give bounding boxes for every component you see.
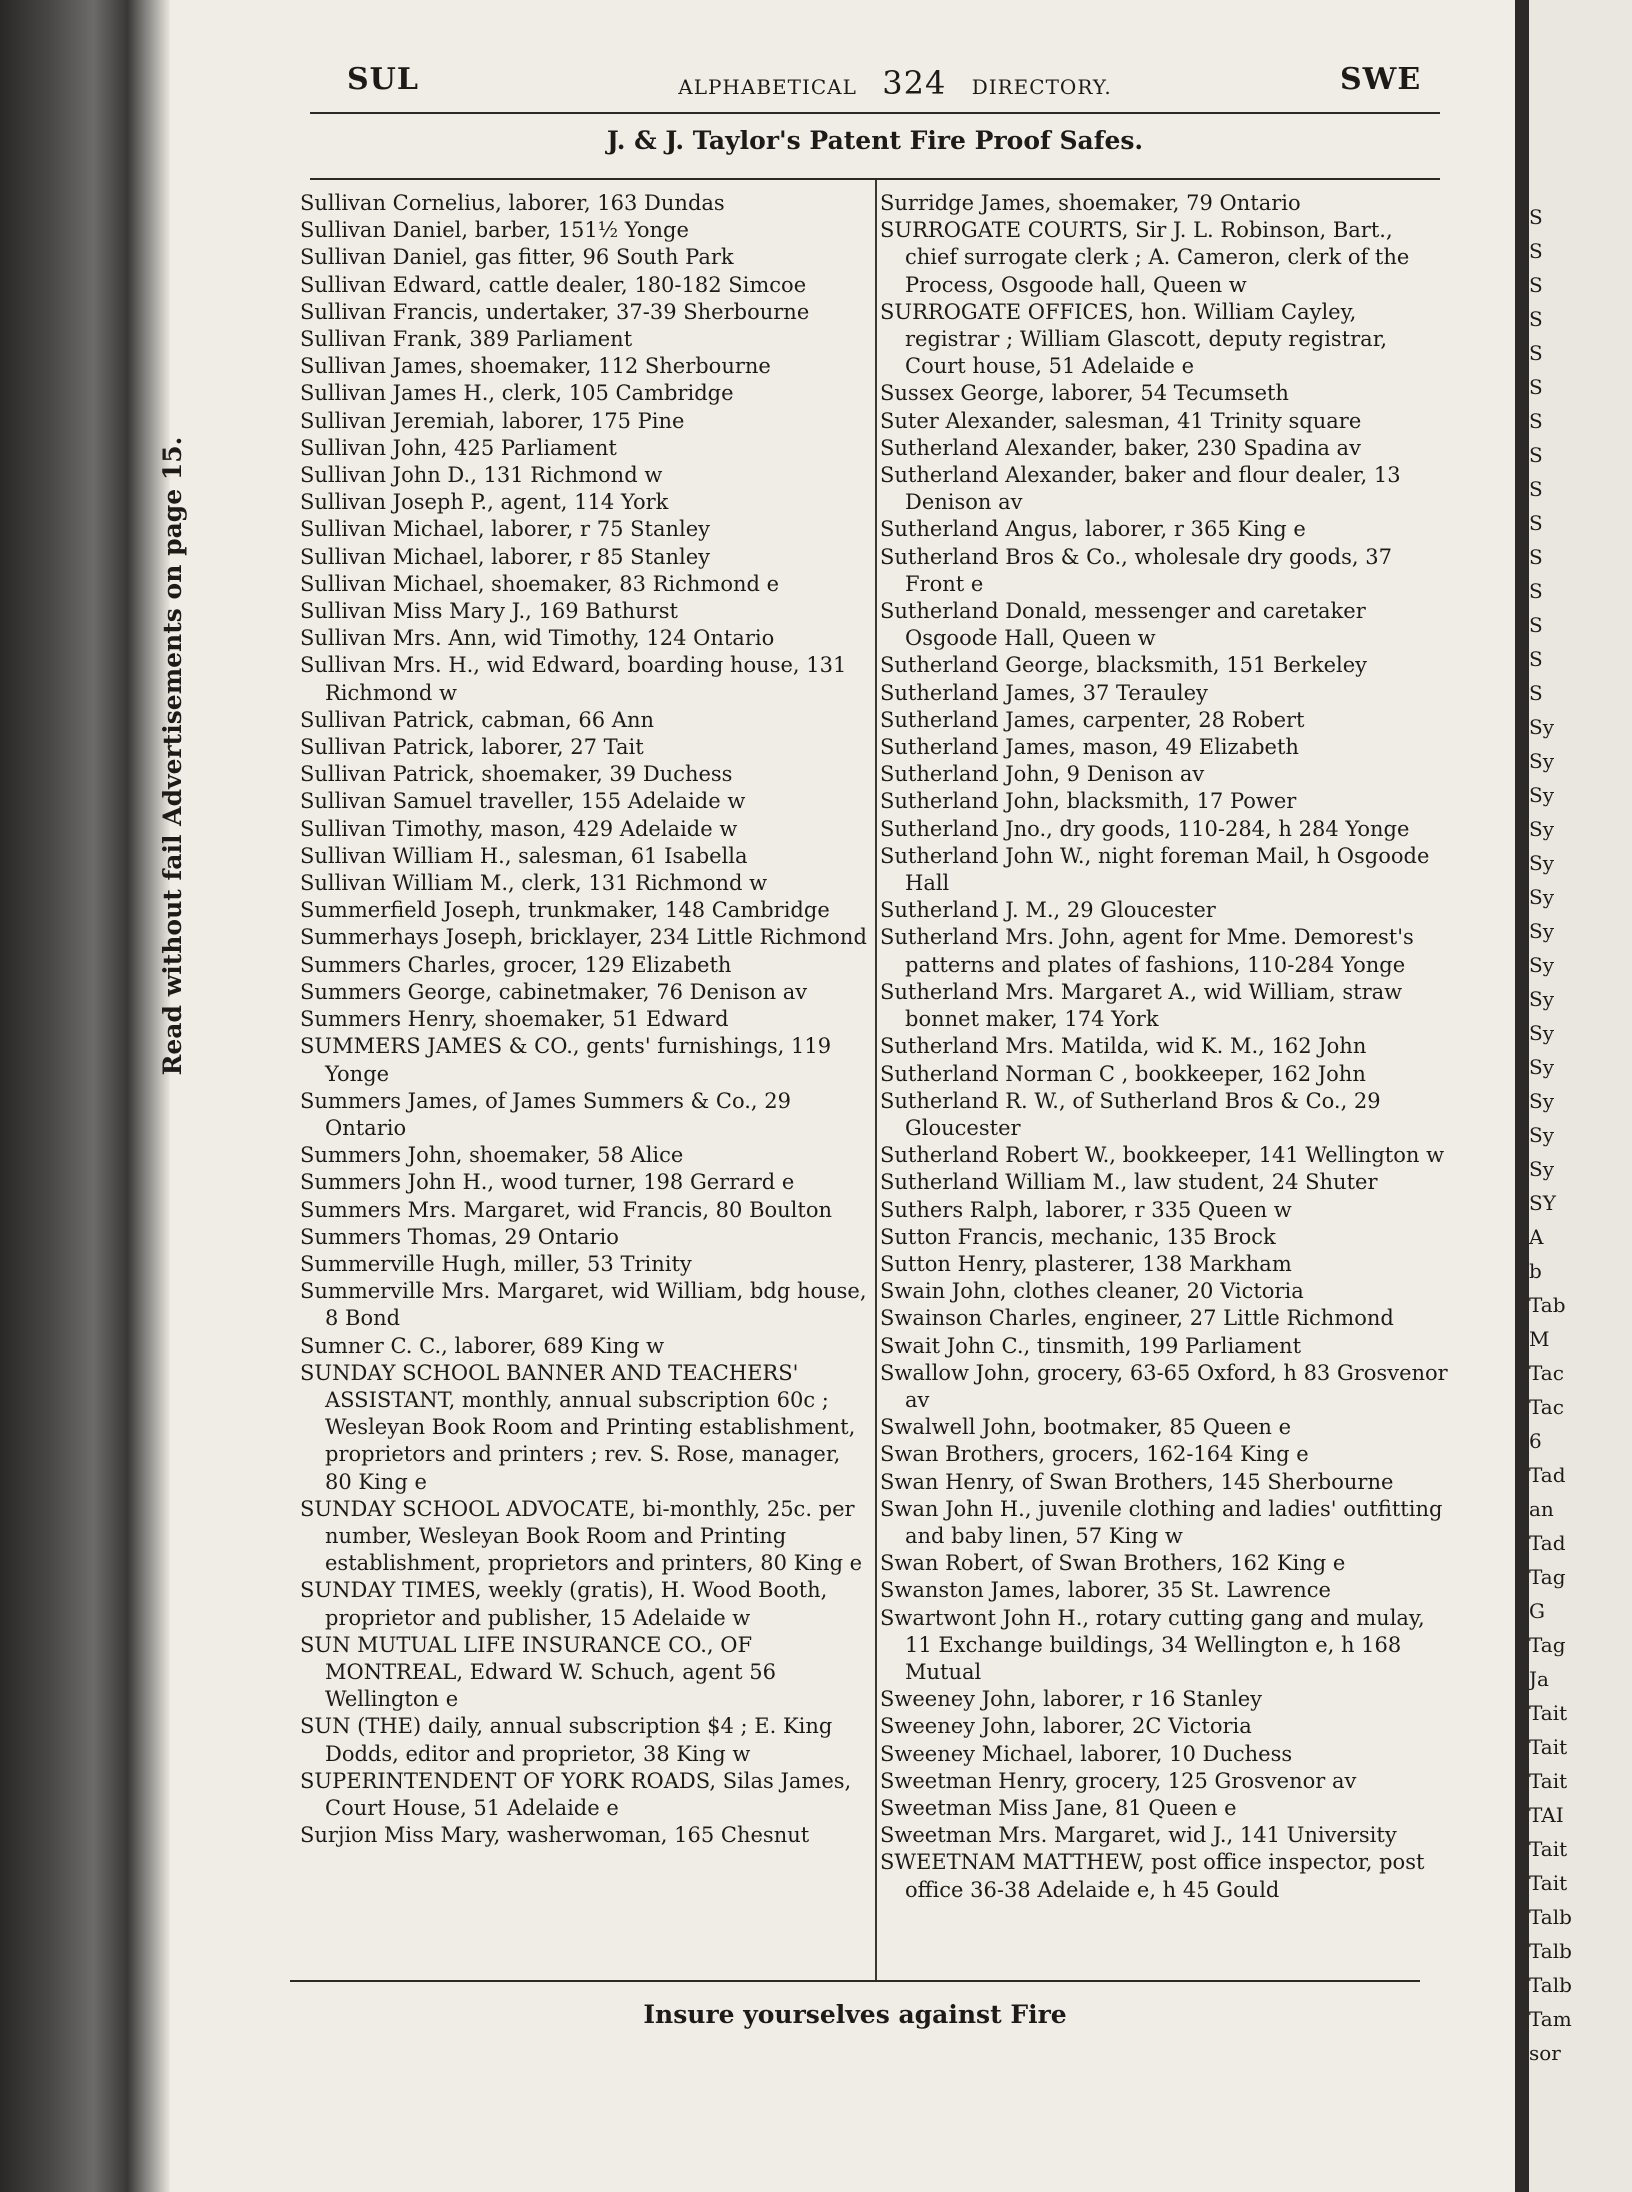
next-page-fragment: Ja <box>1529 1667 1549 1691</box>
directory-entry: Sullivan William M., clerk, 131 Richmond w <box>300 871 768 896</box>
directory-entry: Swan Henry, of Swan Brothers, 145 Sherbourne <box>880 1469 1394 1494</box>
directory-entry: Sullivan Patrick, cabman, 66 Ann <box>300 707 655 732</box>
directory-entry: Sweeney Michael, laborer, 10 Duchess <box>880 1741 1293 1766</box>
next-page-fragment: Sy <box>1529 1089 1554 1113</box>
directory-entry: Surridge James, shoemaker, 79 Ontario <box>880 191 1301 215</box>
directory-entry: Summers Thomas, 29 Ontario <box>300 1224 619 1249</box>
next-page-fragment: Talb <box>1529 1939 1572 1963</box>
directory-entry: Sweetman Henry, grocery, 125 Grosvenor av <box>880 1768 1357 1793</box>
directory-entry: Sullivan Frank, 389 Parliament <box>300 327 633 352</box>
next-page-fragment: S <box>1529 545 1543 569</box>
directory-entry: Sullivan Francis, undertaker, 37-39 Sherbourne <box>300 299 810 324</box>
directory-entry: SUNDAY SCHOOL ADVOCATE, bi-monthly, 25c. per number, Wesleyan Book Room and Printing establishment, proprietors and printers, 80 King e <box>300 1496 863 1576</box>
directory-entry: Sutherland Jno., dry goods, 110-284, h 284 Yonge <box>880 816 1410 841</box>
directory-entry: Swartwont John H., rotary cutting gang and mulay, 11 Exchange buildings, 34 Wellington e, h 168 Mutual <box>880 1605 1425 1684</box>
directory-entry: Sullivan Daniel, gas fitter, 96 South Park <box>300 245 734 270</box>
next-page-fragment: Tab <box>1529 1293 1566 1317</box>
directory-entry: Sullivan Mrs. Ann, wid Timothy, 124 Ontario <box>300 626 775 651</box>
directory-entry: Summers Henry, shoemaker, 51 Edward <box>300 1007 729 1032</box>
directory-entry: Sullivan James, shoemaker, 112 Sherbourne <box>300 354 771 379</box>
directory-entry: Sullivan Edward, cattle dealer, 180-182 Simcoe <box>300 272 807 297</box>
next-page-fragment: Sy <box>1529 1021 1554 1045</box>
directory-entry: Swain John, clothes cleaner, 20 Victoria <box>880 1279 1304 1304</box>
next-page-fragment: an <box>1529 1497 1554 1521</box>
next-page-fragment: Tag <box>1529 1565 1566 1589</box>
directory-entry: Sutton Francis, mechanic, 135 Brock <box>880 1224 1276 1249</box>
directory-entry: Sussex George, laborer, 54 Tecumseth <box>880 381 1289 406</box>
next-page-fragment: Tam <box>1529 2007 1572 2031</box>
directory-entry: Sullivan Jeremiah, laborer, 175 Pine <box>300 408 685 433</box>
directory-entry: Summers Mrs. Margaret, wid Francis, 80 Boulton <box>300 1197 832 1222</box>
directory-entry: Sullivan James H., clerk, 105 Cambridge <box>300 381 734 406</box>
directory-entry: Swanston James, laborer, 35 St. Lawrence <box>880 1578 1331 1603</box>
next-page-fragment: Tac <box>1529 1361 1564 1385</box>
directory-entry: Summers Charles, grocer, 129 Elizabeth <box>300 952 732 977</box>
header-right-key: SWE <box>1340 62 1422 97</box>
directory-entry: Sutherland James, 37 Terauley <box>880 680 1208 705</box>
next-page-fragment: S <box>1529 307 1543 331</box>
next-page-fragment: S <box>1529 511 1543 535</box>
next-page-fragment: Tait <box>1529 1837 1568 1861</box>
top-advertisement-banner: J. & J. Taylor's Patent Fire Proof Safes. <box>606 126 1144 155</box>
directory-entry: Sutherland J. M., 29 Gloucester <box>880 898 1216 923</box>
directory-entry: Sullivan Patrick, shoemaker, 39 Duchess <box>300 762 733 787</box>
next-page-fragment: G <box>1529 1599 1545 1623</box>
next-page-fragment: TAI <box>1529 1803 1564 1827</box>
next-page-fragment: S <box>1529 579 1543 603</box>
header-word-left: ALPHABETICAL <box>678 75 857 99</box>
directory-entry: SUN (THE) daily, annual subscription $4 ; E. King Dodds, editor and proprietor, 38 King w <box>300 1714 833 1766</box>
directory-entry: Sutherland R. W., of Sutherland Bros & Co., 29 Gloucester <box>880 1088 1381 1140</box>
directory-entry: Surjion Miss Mary, washerwoman, 165 Chesnut <box>300 1823 810 1848</box>
next-page-fragment: Tag <box>1529 1633 1566 1657</box>
directory-entry: Summers James, of James Summers & Co., 29 Ontario <box>300 1088 791 1140</box>
directory-entry: Summerhays Joseph, bricklayer, 234 Little Richmond <box>300 925 867 950</box>
next-page-fragment: Sy <box>1529 919 1554 943</box>
next-page-fragment: Sy <box>1529 1157 1554 1181</box>
left-column <box>300 190 870 1849</box>
directory-entry: Sutherland James, carpenter, 28 Robert <box>880 707 1305 732</box>
directory-entry: Sutherland John, 9 Denison av <box>880 762 1205 787</box>
next-page-fragment: sor <box>1529 2041 1561 2065</box>
page-gutter <box>1515 0 1529 2192</box>
directory-entry: Suthers Ralph, laborer, r 335 Queen w <box>880 1197 1292 1222</box>
directory-entry: SUNDAY TIMES, weekly (gratis), H. Wood Booth, proprietor and publisher, 15 Adelaide w <box>300 1578 828 1630</box>
next-page-fragment: Tac <box>1529 1395 1564 1419</box>
directory-entry: Suter Alexander, salesman, 41 Trinity square <box>880 408 1362 433</box>
directory-entry: Sutherland John W., night foreman Mail, h Osgoode Hall <box>880 843 1430 896</box>
next-page-fragment: S <box>1529 239 1543 263</box>
directory-entry: Sutton Henry, plasterer, 138 Markham <box>880 1251 1292 1276</box>
next-page-fragment: S <box>1529 477 1543 501</box>
directory-entry: Sutherland James, mason, 49 Elizabeth <box>880 735 1299 760</box>
directory-entry: Sutherland Alexander, baker, 230 Spadina av <box>880 435 1361 460</box>
directory-entry: Sutherland Norman C , bookkeeper, 162 John <box>880 1061 1366 1086</box>
directory-entry: Sweeney John, laborer, 2C Victoria <box>880 1714 1252 1739</box>
directory-entry: Sullivan Miss Mary J., 169 Bathurst <box>300 599 678 624</box>
directory-entry: Sutherland Bros & Co., wholesale dry goods, 37 Front e <box>880 544 1392 596</box>
next-page-fragment: Sy <box>1529 851 1554 875</box>
directory-entry: SUPERINTENDENT OF YORK ROADS, Silas James, Court House, 51 Adelaide e <box>300 1768 852 1820</box>
next-page-fragment: SY <box>1529 1191 1556 1215</box>
next-page-fragment: Tad <box>1529 1463 1566 1487</box>
next-page-fragment: Sy <box>1529 817 1554 841</box>
next-page-fragment: S <box>1529 341 1543 365</box>
next-page-fragment: Sy <box>1529 749 1554 773</box>
directory-entry: Swalwell John, bootmaker, 85 Queen e <box>880 1415 1292 1440</box>
next-page-fragment: 6 <box>1529 1429 1542 1453</box>
directory-entry: SWEETNAM MATTHEW, post office inspector, post office 36-38 Adelaide e, h 45 Gould <box>880 1850 1425 1902</box>
next-page-fragment: Sy <box>1529 783 1554 807</box>
directory-entry: Sutherland Mrs. Margaret A., wid William, straw bonnet maker, 174 York <box>880 979 1403 1032</box>
next-page-fragment: Tait <box>1529 1871 1568 1895</box>
next-page-fragment: S <box>1529 647 1543 671</box>
next-page-fragment: M <box>1529 1327 1550 1351</box>
next-page-fragment: Sy <box>1529 1055 1554 1079</box>
next-page-fragment: Talb <box>1529 1973 1572 1997</box>
directory-entry: Sutherland Angus, laborer, r 365 King e <box>880 517 1306 542</box>
header-left-key: SUL <box>347 62 419 97</box>
next-page-fragment: Sy <box>1529 885 1554 909</box>
directory-entry: Swallow John, grocery, 63-65 Oxford, h 83 Grosvenor av <box>880 1360 1448 1412</box>
directory-entry: Sullivan Michael, laborer, r 75 Stanley <box>300 517 711 542</box>
directory-entry: Summerfield Joseph, trunkmaker, 148 Cambridge <box>300 898 830 923</box>
next-page-fragment: Tad <box>1529 1531 1566 1555</box>
directory-entry: Sullivan Samuel traveller, 155 Adelaide w <box>300 789 746 814</box>
directory-entry: Swait John C., tinsmith, 199 Parliament <box>880 1333 1302 1358</box>
column-divider <box>875 180 877 1980</box>
directory-entry: SURROGATE COURTS, Sir J. L. Robinson, Bart., chief surrogate clerk ; A. Cameron, clerk of the Process, Osgoode hall, Queen w <box>880 218 1410 297</box>
directory-entry: Sullivan Michael, laborer, r 85 Stanley <box>300 544 711 569</box>
directory-entry: Sullivan Joseph P., agent, 114 York <box>300 490 669 515</box>
directory-entry: Sutherland John, blacksmith, 17 Power <box>880 789 1297 814</box>
directory-entry: Sweetman Mrs. Margaret, wid J., 141 University <box>880 1823 1397 1848</box>
right-column <box>880 190 1450 1904</box>
directory-entry: Sutherland Robert W., bookkeeper, 141 Wellington w <box>880 1143 1445 1168</box>
directory-entry: Sullivan Timothy, mason, 429 Adelaide w <box>300 816 738 841</box>
next-page-fragment: Tait <box>1529 1769 1568 1793</box>
next-page-fragment: S <box>1529 205 1543 229</box>
directory-entry: Sutherland George, blacksmith, 151 Berkeley <box>880 653 1368 678</box>
next-page-fragment: Tait <box>1529 1701 1568 1725</box>
directory-entry: Summerville Mrs. Margaret, wid William, bdg house, 8 Bond <box>300 1279 867 1331</box>
directory-entry: Sutherland William M., law student, 24 Shuter <box>880 1170 1378 1195</box>
directory-entry: Sutherland Alexander, baker and flour dealer, 13 Denison av <box>880 463 1401 515</box>
directory-entry: Sumner C. C., laborer, 689 King w <box>300 1333 665 1358</box>
directory-entry: Swan John H., juvenile clothing and ladies' outfitting and baby linen, 57 King w <box>880 1496 1443 1548</box>
next-page-fragment: A <box>1529 1225 1544 1249</box>
directory-entry: Sutherland Donald, messenger and caretaker Osgoode Hall, Queen w <box>880 599 1366 651</box>
directory-entry: Sutherland Mrs. Matilda, wid K. M., 162 John <box>880 1034 1367 1059</box>
side-advertisement-note: Read without fail Advertisements on page 15. <box>158 436 187 1076</box>
directory-entry: Sweeney John, laborer, r 16 Stanley <box>880 1687 1263 1712</box>
directory-entry: Sullivan Mrs. H., wid Edward, boarding house, 131 Richmond w <box>300 653 847 705</box>
directory-entry: Sullivan John, 425 Parliament <box>300 435 617 460</box>
bottom-advertisement-banner: Insure yourselves against Fire <box>643 2000 1067 2029</box>
next-page-fragment: Sy <box>1529 953 1554 977</box>
directory-entry: Sweetman Miss Jane, 81 Queen e <box>880 1795 1237 1820</box>
next-page-fragment: S <box>1529 681 1543 705</box>
next-page-fragment: b <box>1529 1259 1542 1283</box>
top-rule <box>310 112 1440 114</box>
bottom-rule <box>290 1980 1420 1982</box>
directory-entry: Swainson Charles, engineer, 27 Little Richmond <box>880 1306 1394 1331</box>
directory-entry: Sullivan Daniel, barber, 151½ Yonge <box>300 218 689 243</box>
next-page-edge <box>1529 0 1632 2192</box>
next-page-fragment: S <box>1529 443 1543 467</box>
next-page-fragment: S <box>1529 409 1543 433</box>
directory-entry: Swan Brothers, grocers, 162-164 King e <box>880 1442 1309 1467</box>
directory-entry: Sutherland Mrs. John, agent for Mme. Demorest's patterns and plates of fashions, 110-284 Yonge <box>880 925 1414 977</box>
next-page-fragment: S <box>1529 375 1543 399</box>
book-spine <box>0 0 170 2192</box>
next-page-fragment: Sy <box>1529 715 1554 739</box>
next-page-fragment: Tait <box>1529 1735 1568 1759</box>
directory-entry: SUN MUTUAL LIFE INSURANCE CO., OF MONTREAL, Edward W. Schuch, agent 56 Wellington e <box>300 1632 776 1712</box>
directory-entry: SUMMERS JAMES & CO., gents' furnishings, 119 Yonge <box>300 1034 832 1086</box>
directory-entry: SURROGATE OFFICES, hon. William Cayley, registrar ; William Glascott, deputy registrar, Court house, 51 Adelaide e <box>880 299 1388 379</box>
header-word-right: DIRECTORY. <box>971 75 1112 99</box>
next-page-fragment: Sy <box>1529 1123 1554 1147</box>
directory-entry: SUNDAY SCHOOL BANNER AND TEACHERS' ASSISTANT, monthly, annual subscription 60c ; Wesleyan Book Room and Printing establishment, proprietors and printers ; rev. S. Rose, manager, 80 King e <box>300 1360 856 1494</box>
directory-entry: Sullivan Michael, shoemaker, 83 Richmond e <box>300 571 780 596</box>
directory-entry: Sullivan John D., 131 Richmond w <box>300 463 663 488</box>
directory-entry: Sullivan Patrick, laborer, 27 Tait <box>300 735 644 760</box>
directory-entry: Summers George, cabinetmaker, 76 Denison av <box>300 979 808 1004</box>
page-number: 324 <box>882 64 947 102</box>
directory-entry: Sullivan William H., salesman, 61 Isabella <box>300 843 748 868</box>
next-page-fragment: S <box>1529 273 1543 297</box>
next-page-fragment: S <box>1529 613 1543 637</box>
next-page-fragment: Talb <box>1529 1905 1572 1929</box>
header-center <box>620 64 1170 102</box>
directory-entry: Summerville Hugh, miller, 53 Trinity <box>300 1251 692 1276</box>
directory-entry: Summers John H., wood turner, 198 Gerrard e <box>300 1170 795 1195</box>
directory-entry: Summers John, shoemaker, 58 Alice <box>300 1143 684 1168</box>
directory-entry: Swan Robert, of Swan Brothers, 162 King e <box>880 1551 1346 1576</box>
directory-entry: Sullivan Cornelius, laborer, 163 Dundas <box>300 191 725 215</box>
next-page-fragment: Sy <box>1529 987 1554 1011</box>
